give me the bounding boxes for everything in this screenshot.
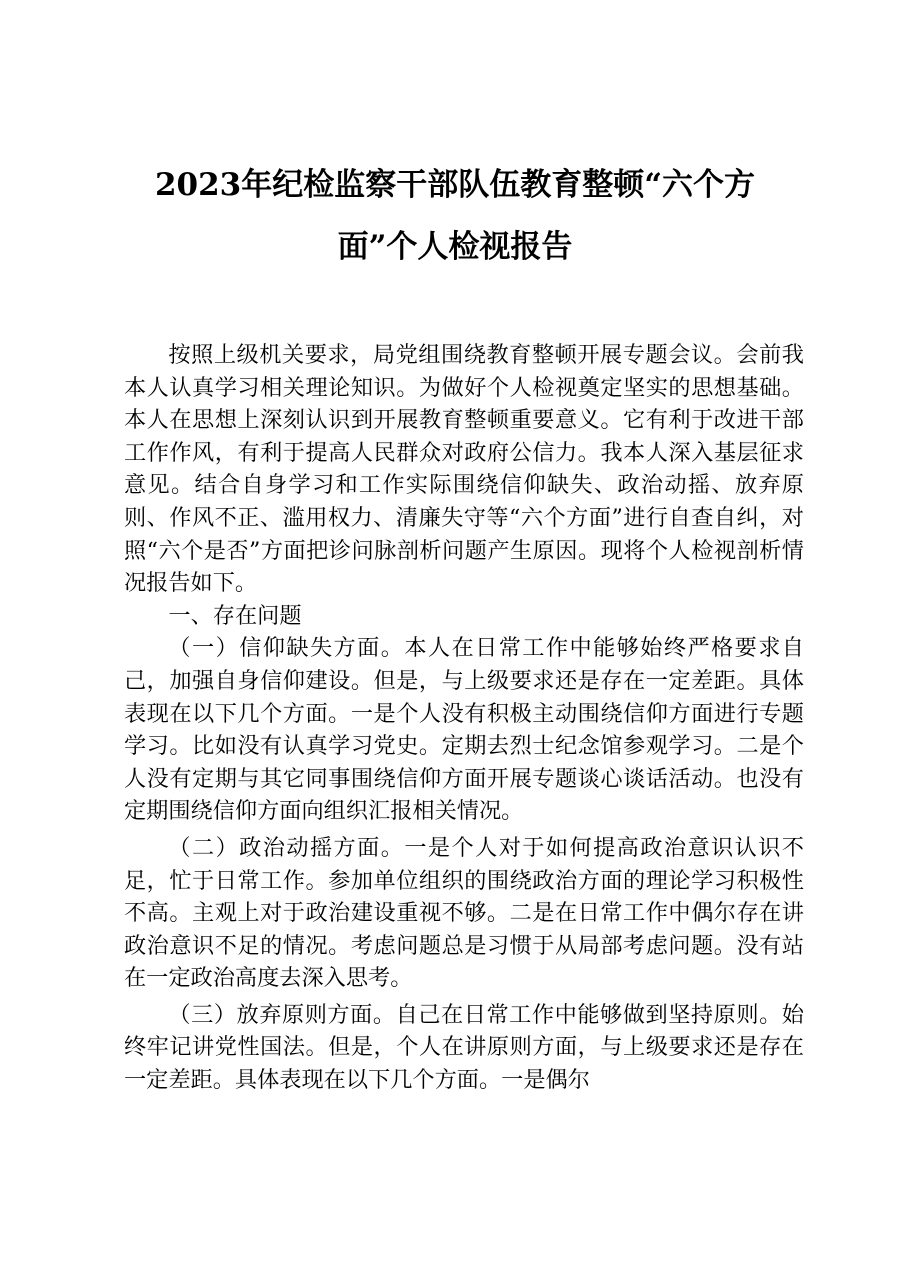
intro-paragraph: 按照上级机关要求，局党组围绕教育整顿开展专题会议。会前我本人认真学习相关理论知识。为做好个人检视奠定坚实的思想基础。本人在思想上深刻认识到开展教育整顿重要意义。它有利于改进干部工作作风，有利于提高人民群众对政府公信力。我本人深入基层征求意见。结合自身学习和工作实际围绕信仰缺失、政治动摇、放弃原则、作风不正、滥用权力、清廉失守等“六个方面”进行自查自纠，对照“六个是否”方面把诊问脉剖析问题产生原因。现将个人检视剖析情况报告如下。 — [124, 342, 804, 597]
paragraph-politics: （二）政治动摇方面。一是个人对于如何提高政治意识认识不足，忙于日常工作。参加单位组织的围绕政治方面的理论学习积极性不高。主观上对于政治建设重视不够。二是在日常工作中偶尔存在讲政治意识不足的情况。考虑问题总是习惯于从局部考虑问题。没有站在一定政治高度去深入思考。 — [124, 834, 804, 992]
document-title-line-2: 面”个人检视报告 — [337, 229, 573, 265]
document-body — [124, 339, 804, 1097]
section-heading-problems: 一、存在问题 — [168, 602, 302, 629]
document-title-line-1: 2023年纪检监察干部队伍教育整顿“六个方 — [154, 167, 756, 203]
paragraph-faith: （一）信仰缺失方面。本人在日常工作中能够始终严格要求自己，加强自身信仰建设。但是，与上级要求还是存在一定差距。具体表现在以下几个方面。一是个人没有积极主动围绕信仰方面进行专题学习。比如没有认真学习党史。定期去烈士纪念馆参观学习。二是个人没有定期与其它同事围绕信仰方面开展专题谈心谈话活动。也没有定期围绕信仰方面向组织汇报相关情况。 — [124, 635, 804, 825]
paragraph-principles: （三）放弃原则方面。自己在日常工作中能够做到坚持原则。始终牢记讲党性国法。但是，个人在讲原则方面，与上级要求还是存在一定差距。具体表现在以下几个方面。一是偶尔 — [124, 1001, 804, 1094]
